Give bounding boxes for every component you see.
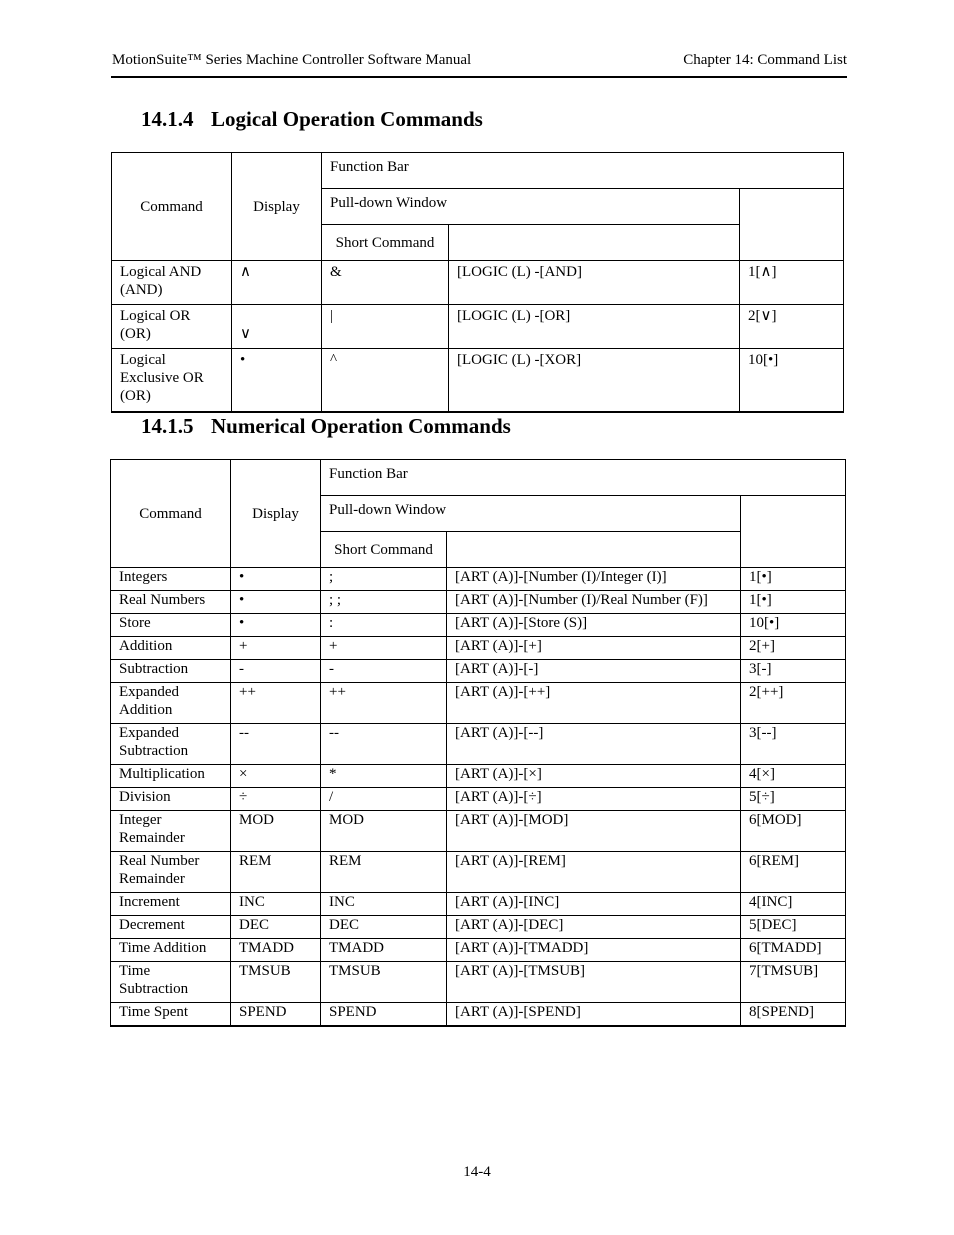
page-number: 14-4 <box>463 1164 491 1180</box>
cell-function: ^ <box>322 349 449 413</box>
cell-short: 6[REM] <box>741 852 846 893</box>
table-row <box>112 305 844 349</box>
cell-short: 3[-] <box>741 660 846 683</box>
header-display: Display <box>231 460 321 568</box>
cell-command: Expanded Addition <box>111 683 231 724</box>
section-title: Logical Operation Commands <box>211 107 483 131</box>
cell-function: SPEND <box>321 1003 447 1027</box>
cell-short: 1[•] <box>741 568 846 591</box>
header-blank <box>447 532 741 568</box>
cell-command: Integers <box>111 568 231 591</box>
cell-pulldown: [LOGIC (L) -[OR] <box>449 305 740 349</box>
table-row <box>111 852 846 893</box>
cell-command: Time Spent <box>111 1003 231 1027</box>
table-row <box>111 591 846 614</box>
header-function-bar: Function Bar <box>322 153 844 189</box>
cell-short: 10[•] <box>741 614 846 637</box>
cell-display: • <box>232 349 322 413</box>
header-display: Display <box>232 153 322 261</box>
cell-short: 2[∨] <box>740 305 844 349</box>
cell-pulldown: [LOGIC (L) -[XOR] <box>449 349 740 413</box>
header-short: Short Command <box>321 532 447 568</box>
cell-function: INC <box>321 893 447 916</box>
cell-command: Expanded Subtraction <box>111 724 231 765</box>
cell-pulldown: [ART (A)]-[×] <box>447 765 741 788</box>
cell-pulldown: [ART (A)]-[DEC] <box>447 916 741 939</box>
cell-command: Decrement <box>111 916 231 939</box>
cell-display: ∧ <box>232 261 322 305</box>
table-row <box>111 683 846 724</box>
cell-function: | <box>322 305 449 349</box>
cell-pulldown: [ART (A)]-[+] <box>447 637 741 660</box>
cell-function: - <box>321 660 447 683</box>
table-row <box>111 724 846 765</box>
section-title: Numerical Operation Commands <box>211 414 511 438</box>
table-row <box>111 765 846 788</box>
table-row <box>111 637 846 660</box>
cell-display: ÷ <box>231 788 321 811</box>
cell-short: 5[DEC] <box>741 916 846 939</box>
cell-display: TMADD <box>231 939 321 962</box>
cell-command: Integer Remainder <box>111 811 231 852</box>
cell-short: 5[÷] <box>741 788 846 811</box>
cell-pulldown: [ART (A)]-[Store (S)] <box>447 614 741 637</box>
cell-display: -- <box>231 724 321 765</box>
manual-title: MotionSuite™ Series Machine Controller Software Manual <box>112 52 472 68</box>
cell-function: / <box>321 788 447 811</box>
cell-display: INC <box>231 893 321 916</box>
cell-display: SPEND <box>231 1003 321 1027</box>
cell-command: Increment <box>111 893 231 916</box>
table-row <box>111 788 846 811</box>
cell-display: - <box>231 660 321 683</box>
table-row <box>111 939 846 962</box>
header-command: Command <box>111 460 231 568</box>
cell-pulldown: [LOGIC (L) -[AND] <box>449 261 740 305</box>
cell-display: • <box>231 614 321 637</box>
section-heading-logical <box>141 107 483 132</box>
header-empty <box>741 496 846 568</box>
cell-command: Real Number Remainder <box>111 852 231 893</box>
cell-command: Time Subtraction <box>111 962 231 1003</box>
cell-display: ++ <box>231 683 321 724</box>
cell-command: Division <box>111 788 231 811</box>
cell-command: Logical AND (AND) <box>112 261 232 305</box>
header-pulldown: Pull-down Window <box>322 189 740 225</box>
cell-short: 2[+] <box>741 637 846 660</box>
cell-function: * <box>321 765 447 788</box>
table-row <box>112 349 844 413</box>
cell-command: Real Numbers <box>111 591 231 614</box>
table-row <box>111 568 846 591</box>
chapter-title: Chapter 14: Command List <box>683 52 847 68</box>
table-row <box>111 660 846 683</box>
cell-short: 2[++] <box>741 683 846 724</box>
cell-pulldown: [ART (A)]-[REM] <box>447 852 741 893</box>
cell-command: Logical OR (OR) <box>112 305 232 349</box>
logical-commands-table <box>111 152 844 413</box>
cell-display: REM <box>231 852 321 893</box>
header-short: Short Command <box>322 225 449 261</box>
cell-display: TMSUB <box>231 962 321 1003</box>
cell-command: Subtraction <box>111 660 231 683</box>
header-empty <box>740 189 844 261</box>
cell-function: & <box>322 261 449 305</box>
cell-function: : <box>321 614 447 637</box>
page-header <box>111 51 847 78</box>
table-row <box>112 261 844 305</box>
cell-command: Store <box>111 614 231 637</box>
header-blank <box>449 225 740 261</box>
cell-display: • <box>231 591 321 614</box>
numerical-commands-table <box>110 459 846 1027</box>
cell-pulldown: [ART (A)]-[--] <box>447 724 741 765</box>
cell-pulldown: [ART (A)]-[++] <box>447 683 741 724</box>
cell-pulldown: [ART (A)]-[÷] <box>447 788 741 811</box>
table-row <box>111 962 846 1003</box>
table-row <box>111 893 846 916</box>
or-symbol: ∨ <box>240 326 251 342</box>
cell-command: Time Addition <box>111 939 231 962</box>
header-pulldown: Pull-down Window <box>321 496 741 532</box>
cell-function: -- <box>321 724 447 765</box>
table-row <box>111 1003 846 1027</box>
cell-short: 8[SPEND] <box>741 1003 846 1027</box>
cell-display: MOD <box>231 811 321 852</box>
cell-short: 3[--] <box>741 724 846 765</box>
cell-function: ++ <box>321 683 447 724</box>
cell-function: + <box>321 637 447 660</box>
cell-pulldown: [ART (A)]-[TMSUB] <box>447 962 741 1003</box>
cell-pulldown: [ART (A)]-[-] <box>447 660 741 683</box>
header-function-bar: Function Bar <box>321 460 846 496</box>
cell-display <box>232 305 322 349</box>
cell-short: 6[MOD] <box>741 811 846 852</box>
cell-display: + <box>231 637 321 660</box>
cell-function: ; <box>321 568 447 591</box>
cell-function: MOD <box>321 811 447 852</box>
cell-pulldown: [ART (A)]-[MOD] <box>447 811 741 852</box>
cell-pulldown: [ART (A)]-[Number (I)/Integer (I)] <box>447 568 741 591</box>
section-number: 14.1.4 <box>141 107 194 131</box>
cell-display: × <box>231 765 321 788</box>
cell-short: 6[TMADD] <box>741 939 846 962</box>
cell-command: Multiplication <box>111 765 231 788</box>
cell-short: 1[∧] <box>740 261 844 305</box>
cell-function: TMSUB <box>321 962 447 1003</box>
cell-function: TMADD <box>321 939 447 962</box>
cell-pulldown: [ART (A)]-[INC] <box>447 893 741 916</box>
section-number: 14.1.5 <box>141 414 194 438</box>
cell-short: 1[•] <box>741 591 846 614</box>
cell-display: DEC <box>231 916 321 939</box>
table-row <box>111 614 846 637</box>
cell-pulldown: [ART (A)]-[Number (I)/Real Number (F)] <box>447 591 741 614</box>
cell-pulldown: [ART (A)]-[SPEND] <box>447 1003 741 1027</box>
cell-function: ; ; <box>321 591 447 614</box>
cell-function: REM <box>321 852 447 893</box>
cell-pulldown: [ART (A)]-[TMADD] <box>447 939 741 962</box>
cell-short: 4[×] <box>741 765 846 788</box>
section-heading-numerical <box>141 414 511 439</box>
cell-short: 10[•] <box>740 349 844 413</box>
cell-command: Addition <box>111 637 231 660</box>
table-row <box>111 811 846 852</box>
cell-short: 4[INC] <box>741 893 846 916</box>
header-command: Command <box>112 153 232 261</box>
cell-display: • <box>231 568 321 591</box>
table-row <box>111 916 846 939</box>
cell-function: DEC <box>321 916 447 939</box>
cell-command: Logical Exclusive OR (OR) <box>112 349 232 413</box>
cell-short: 7[TMSUB] <box>741 962 846 1003</box>
